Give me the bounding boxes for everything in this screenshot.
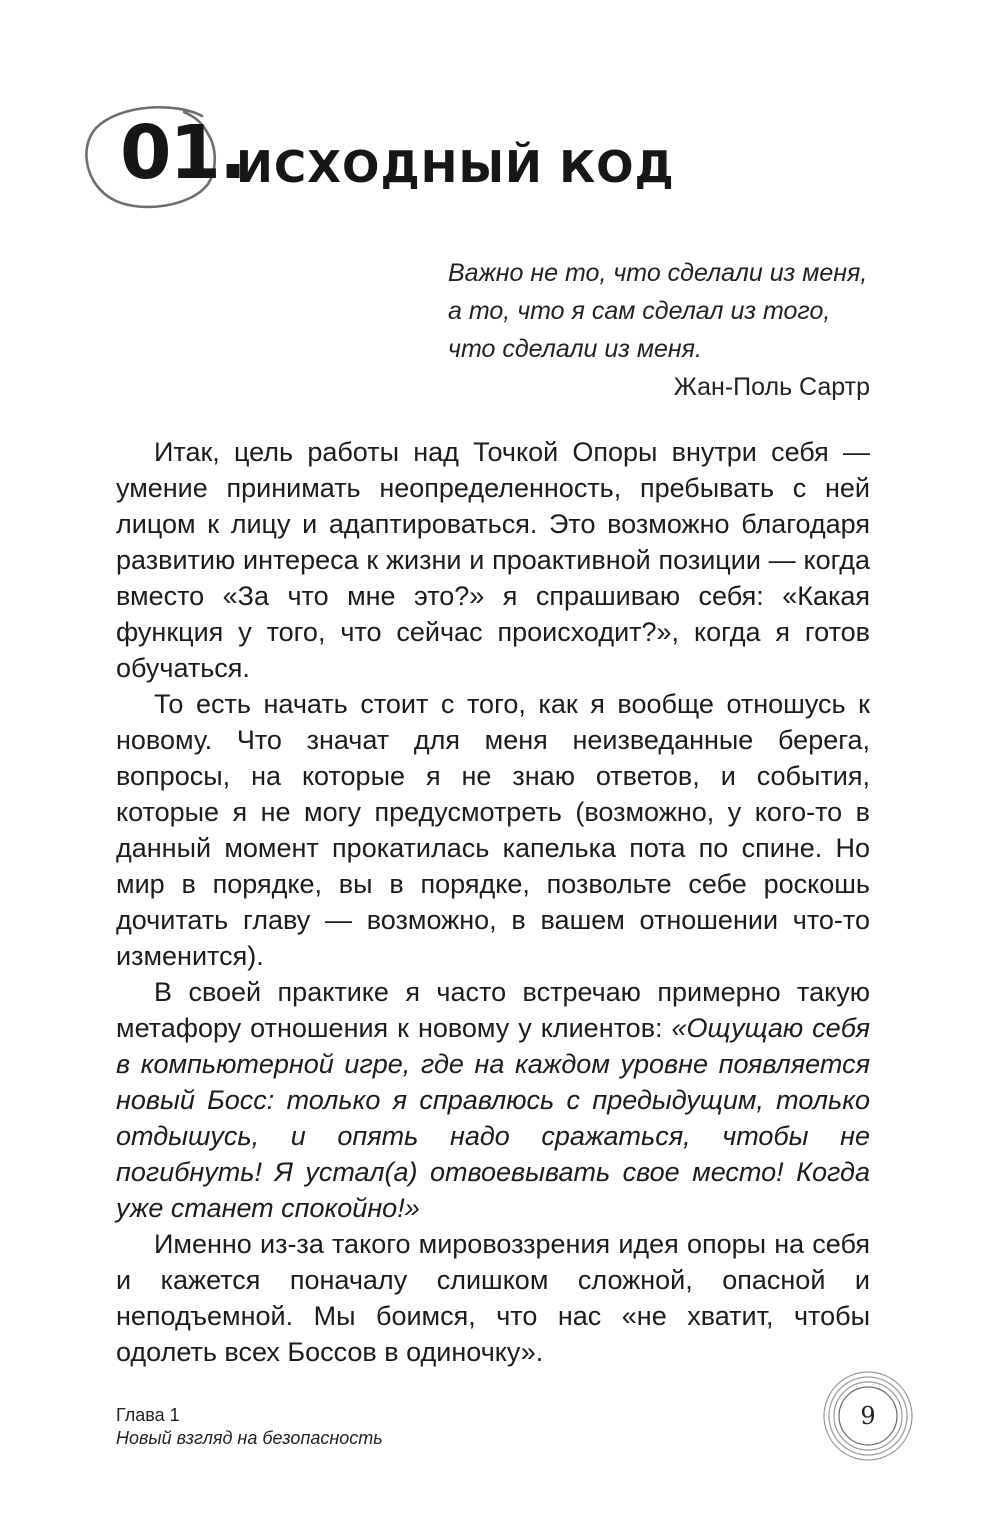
chapter-heading [80,100,940,220]
page-number: 9 [860,1402,876,1430]
paragraph: Именно из-за такого мировоззрения идея опоры на себя и кажется поначалу слишком сложной, опасной и неподъемной. Мы боимся, что нас «не хватит, чтобы одолеть всех Боссов в одиночку». [116,1229,870,1367]
epigraph [448,254,870,406]
running-footer [116,1404,383,1450]
chapter-number: 01. [120,110,246,196]
client-quote: «Ощущаю себя в компьютерной игре, где на каждом уровне появляется новый Босс: только я справлюсь с предыдущим, только отдышусь, и опять надо сражаться, чтобы не погибнуть! Я устал(а) отвоевывать свое место! Когда уже станет спокойно!» [116,1013,871,1223]
page-number-badge [822,1370,914,1462]
epigraph-quote: Важно не то, что сделали из меня, а то, что я сам сделал из того, что сделали из меня. [448,259,868,363]
footer-section-title: Новый взгляд на безопасность [116,1428,383,1448]
paragraph-lead: В своей практике я часто встречаю примерно такую метафору отношения к новому у клиентов: [116,977,870,1043]
body-text [116,434,870,1370]
paragraph [116,974,870,1226]
epigraph-author: Жан-Поль Сартр [673,373,870,401]
paragraph: То есть начать стоит с того, как я вообще отношусь к новому. Что значат для меня неизведанные берега, вопросы, на которые я не знаю ответов, и события, которые я не могу предусмотреть (возможно, у кого-то в данный момент прокатилась капелька пота по спине. Но мир в порядке, вы в порядке, позвольте себе роскошь дочитать главу — возможно, в вашем отношении что-то изменится). [116,689,870,971]
paragraph: Итак, цель работы над Точкой Опоры внутри себя — умение принимать неопределенность, пребывать с ней лицом к лицу и адаптироваться. Это возможно благодаря развитию интереса к жизни и проактивной позиции — когда вместо «За что мне это?» я спрашиваю себя: «Какая функция у того, что сейчас происходит?», когда я готов обучаться. [116,437,870,683]
footer-chapter-label: Глава 1 [116,1405,180,1425]
chapter-title: ИСХОДНЫЙ КОД [236,142,675,193]
